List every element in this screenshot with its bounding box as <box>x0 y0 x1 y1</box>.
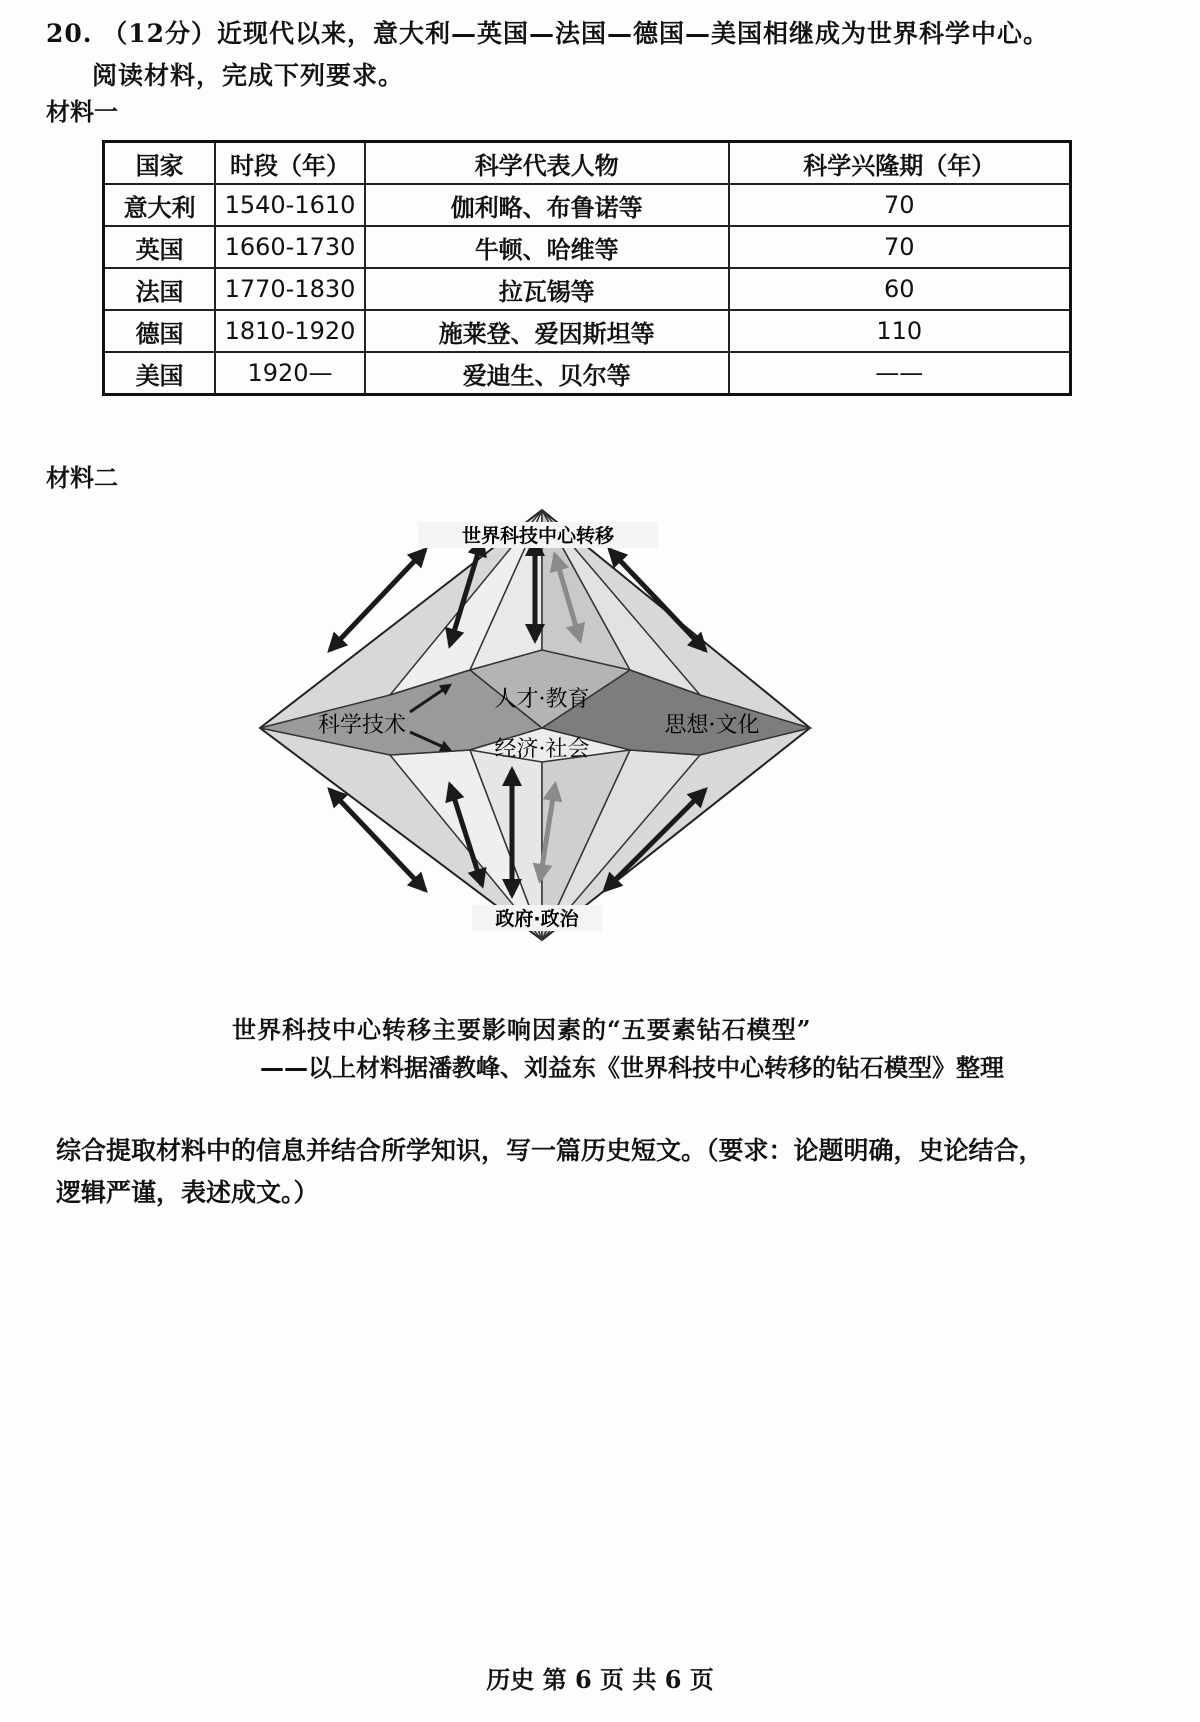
label-left: 科学技术 <box>317 713 407 738</box>
table-row <box>104 268 1071 310</box>
cell-figures: 伽利略、布鲁诺等 <box>365 184 729 226</box>
diagram-source: ——以上材料据潘教峰、刘益东《世界科技中心转移的钻石模型》整理 <box>260 1054 1004 1082</box>
cell-period: 1660-1730 <box>215 226 365 268</box>
material1-label: 材料一 <box>46 98 118 126</box>
question-instruction: 阅读材料，完成下列要求。 <box>92 61 405 90</box>
cell-country: 法国 <box>104 268 216 310</box>
cell-country: 德国 <box>104 310 216 352</box>
cell-prosperity: 110 <box>729 310 1071 352</box>
cell-prosperity: —— <box>729 352 1071 395</box>
question-stem: 20. （12分）近现代以来，意大利—英国—法国—德国—美国相继成为世界科学中心。 <box>46 19 1049 48</box>
cell-period: 1540-1610 <box>215 184 365 226</box>
header-figures: 科学代表人物 <box>365 142 729 185</box>
material2-label: 材料二 <box>46 464 118 492</box>
diamond-model-diagram <box>250 500 850 970</box>
cell-period: 1920— <box>215 352 365 395</box>
science-center-table <box>102 140 1072 396</box>
label-bottom: 政府·政治 <box>495 908 579 930</box>
cell-prosperity: 70 <box>729 226 1071 268</box>
table-row <box>104 184 1071 226</box>
cell-country: 意大利 <box>104 184 216 226</box>
cell-figures: 爱迪生、贝尔等 <box>365 352 729 395</box>
header-country: 国家 <box>104 142 216 185</box>
label-center-bottom: 经济·社会 <box>494 737 590 762</box>
table-row <box>104 352 1071 395</box>
task-instruction: 综合提取材料中的信息并结合所学知识，写一篇历史短文。（要求：论题明确，史论结合，逻辑严谨，表述成文。） <box>56 1136 1044 1207</box>
cell-prosperity: 70 <box>729 184 1071 226</box>
cell-figures: 拉瓦锡等 <box>365 268 729 310</box>
table-row <box>104 226 1071 268</box>
page-footer: 历史 第 6 页 共 6 页 <box>486 1665 714 1694</box>
cell-period: 1770-1830 <box>215 268 365 310</box>
header-prosperity: 科学兴隆期（年） <box>729 142 1071 185</box>
cell-figures: 施莱登、爱因斯坦等 <box>365 310 729 352</box>
table-header-row <box>104 142 1071 185</box>
cell-figures: 牛顿、哈维等 <box>365 226 729 268</box>
cell-country: 英国 <box>104 226 216 268</box>
cell-country: 美国 <box>104 352 216 395</box>
diagram-caption: 世界科技中心转移主要影响因素的“五要素钻石模型” <box>232 1015 812 1044</box>
label-top: 世界科技中心转移 <box>461 525 615 547</box>
cell-prosperity: 60 <box>729 268 1071 310</box>
header-period: 时段（年） <box>215 142 365 185</box>
table-row <box>104 310 1071 352</box>
cell-period: 1810-1920 <box>215 310 365 352</box>
label-center-top: 人才·教育 <box>494 687 590 712</box>
label-right: 思想·文化 <box>664 713 760 738</box>
